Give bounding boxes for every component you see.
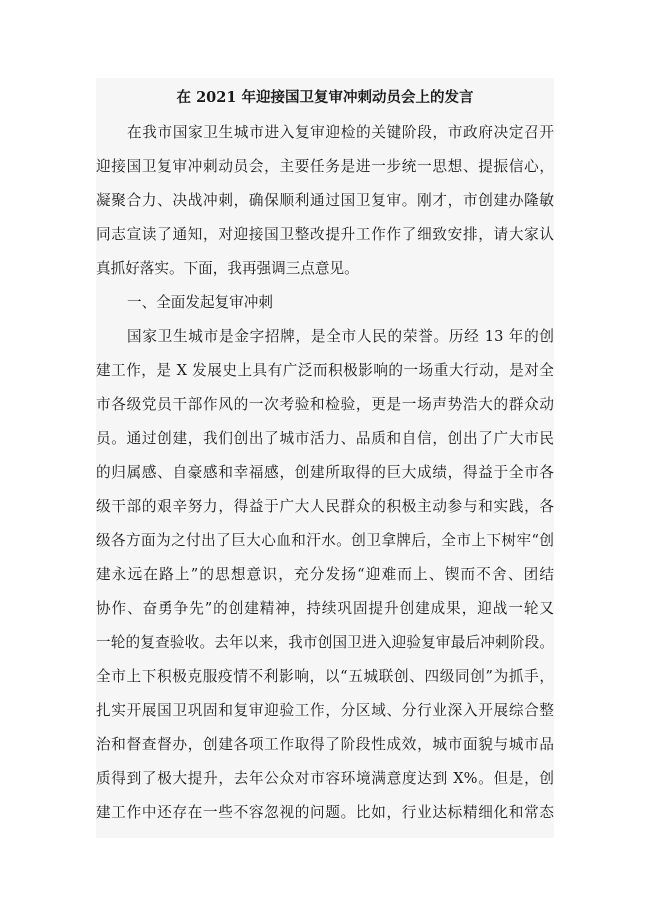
paragraph-line: 级干部的艰辛努力，得益于广大人民群众的积极主动参与和实践，各 bbox=[96, 498, 554, 515]
paragraph-line: 迎接国卫复审冲刺动员会，主要任务是进一步统一思想、提振信心， bbox=[96, 158, 554, 175]
paragraph-line: 建永远在路上”的思想意识，充分发扬“迎难而上、锲而不舍、团结 bbox=[96, 566, 554, 583]
paragraph-line: 质得到了极大提升，去年公众对市容环境满意度达到 X%。但是，创 bbox=[96, 770, 554, 787]
paragraph-line: 同志宣读了通知，对迎接国卫整改提升工作作了细致安排，请大家认 bbox=[96, 226, 554, 243]
paragraph-line: 协作、奋勇争先”的创建精神，持续巩固提升创建成果，迎战一轮又 bbox=[96, 600, 554, 617]
paragraph-line: 级各方面为之付出了巨大心血和汗水。创卫拿牌后，全市上下树牢“创 bbox=[96, 532, 554, 549]
paragraph-line: 建工作中还存在一些不容忽视的问题。比如，行业达标精细化和常态 bbox=[96, 804, 554, 821]
paragraph-line: 国家卫生城市是金字招牌，是全市人民的荣誉。历经 13 年的创 bbox=[127, 328, 554, 345]
paragraph-line: 建工作，是 X 发展史上具有广泛而积极影响的一场重大行动，是对全 bbox=[96, 362, 554, 379]
paragraph-line: 一轮的复查验收。去年以来，我市创国卫进入迎验复审最后冲刺阶段。 bbox=[96, 634, 554, 651]
paragraph-line: 治和督查督办，创建各项工作取得了阶段性成效，城市面貌与城市品 bbox=[96, 736, 554, 753]
paragraph-line: 员。通过创建，我们创出了城市活力、品质和自信，创出了广大市民 bbox=[96, 430, 554, 447]
paragraph-line: 的归属感、自豪感和幸福感，创建所取得的巨大成绩，得益于全市各 bbox=[96, 464, 554, 481]
paragraph-line: 扎实开展国卫巩固和复审迎验工作，分区域、分行业深入开展综合整 bbox=[96, 702, 554, 719]
paragraph-line: 真抓好落实。下面，我再强调三点意见。 bbox=[96, 260, 359, 277]
document-title: 在 2021 年迎接国卫复审冲刺动员会上的发言 bbox=[176, 89, 474, 106]
paragraph-line: 凝聚合力、决战冲刺，确保顺利通过国卫复审。刚才，市创建办隆敏 bbox=[96, 192, 554, 209]
paragraph-line: 全市上下积极克服疫情不利影响，以“五城联创、四级同创”为抓手， bbox=[96, 668, 554, 685]
paragraph-line: 市各级党员干部作风的一次考验和检验，更是一场声势浩大的群众动 bbox=[96, 396, 554, 413]
section-heading: 一、全面发起复审冲刺 bbox=[127, 294, 273, 311]
paragraph-line: 在我市国家卫生城市进入复审迎检的关键阶段，市政府决定召开 bbox=[127, 124, 554, 141]
